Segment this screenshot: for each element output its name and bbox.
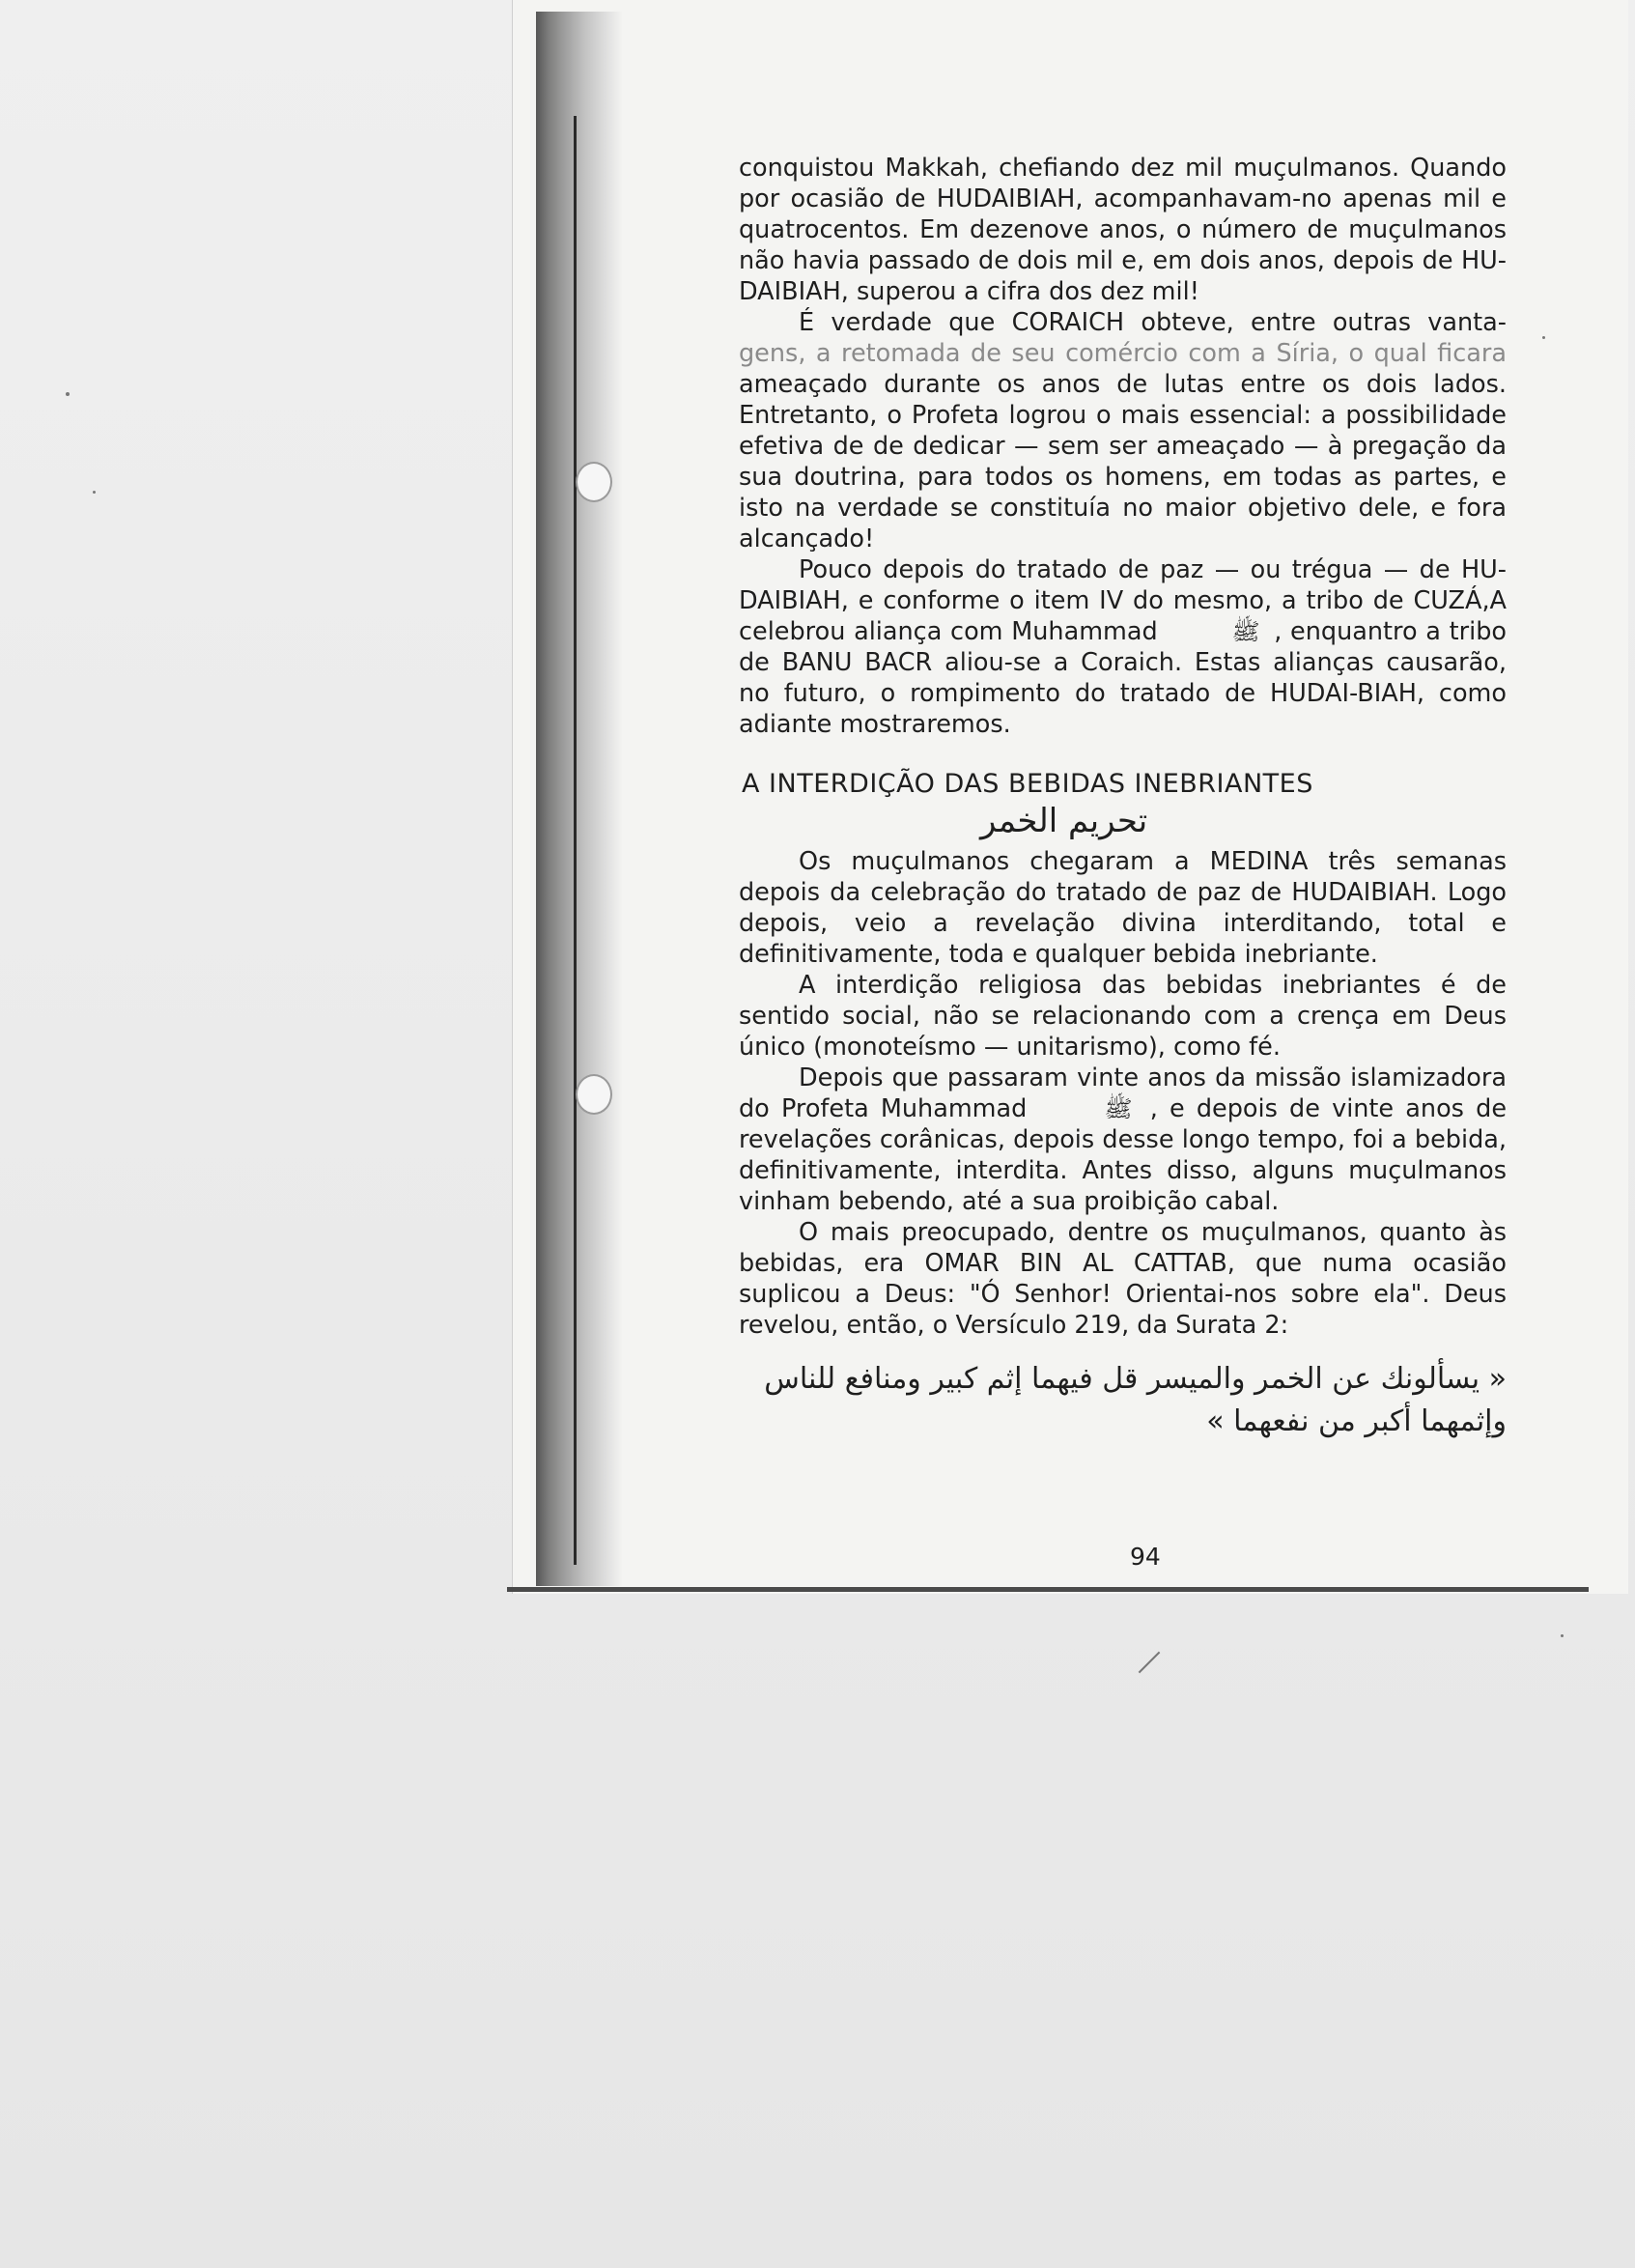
paragraph-makkah: conquistou Makkah, chefiando dez mil muçulmanos. Quando por ocasião de HUDAIBIAH, acompanhavam-no apenas mil e quatrocentos. Em dezenove anos, o número de muçulmanos não havia passado de dois mil e, em dois anos, depois de HU-DAIBIAH, superou a cifra dos dez mil!	[739, 154, 1507, 306]
dust-speck	[1561, 1634, 1564, 1637]
page-number: 94	[1130, 1543, 1161, 1571]
paragraph-coraich-faded-line: gens, a retomada de seu comércio com a Síria, o qual ficara	[739, 339, 1507, 368]
dust-speck	[1542, 336, 1545, 339]
blessing-glyph: ﷺ	[1104, 1095, 1133, 1122]
paragraph-coraich-rest: ameaçado durante os anos de lutas entre os dois lados. Entretanto, o Profeta logrou o mais essencial: a possibilidade efetiva de de dedicar — sem ser ameaçado — à pregação da sua doutrina, para todos os homens, em todas as partes, e isto na verdade se constituía no maior objetivo dele, e fora alcançado!	[739, 370, 1507, 553]
dust-speck	[66, 392, 70, 396]
blessing-glyph: ﷺ	[1231, 618, 1260, 645]
paragraph-twenty-years-after: , e depois de vinte anos de revelações corânicas, depois desse longo tempo, foi a bebida, definitivamente, interdita. Antes disso, alguns muçulmanos vinham bebendo, até a sua proibição cabal.	[739, 1094, 1508, 1216]
binding-shadow	[536, 12, 623, 1586]
paragraph-twenty-years	[739, 1063, 1507, 1217]
punch-hole-bottom	[576, 1074, 612, 1115]
page-bottom-edge	[507, 1587, 1589, 1592]
binding-edge	[574, 116, 577, 1565]
paragraph-treaty	[739, 554, 1507, 740]
section-heading-arabic: تحريم الخمر	[980, 802, 1148, 840]
page-text-column	[739, 153, 1507, 1443]
paragraph-coraich-lead: É verdade que CORAICH obteve, entre outras vanta-	[799, 308, 1507, 337]
quran-verse-arabic: « يسألونك عن الخمر والميسر قل فيهما إثم كبير ومنافع للناس وإثمهما أكبر من نفعهما »	[764, 1362, 1507, 1438]
paragraph-medina: Os muçulmanos chegaram a MEDINA três semanas depois da celebração do tratado de paz de HUDAIBIAH. Logo depois, veio a revelação divina interditando, total e definitivamente, toda e qualquer bebida inebriante.	[739, 847, 1507, 969]
paragraph-twenty-years-before: Depois que passaram vinte anos da missão islamizadora do Profeta Muhammad	[739, 1063, 1507, 1123]
dust-speck	[93, 491, 96, 494]
paragraph-treaty-before: Pouco depois do tratado de paz — ou trégua — de HU-DAIBIAH, e conforme o item IV do mesmo, a tribo de CUZÁ,A celebrou aliança com Muhammad	[739, 555, 1507, 646]
section-heading: A INTERDIÇÃO DAS BEBIDAS INEBRIANTES	[742, 769, 1313, 799]
punch-hole-top	[576, 462, 612, 502]
paragraph-omar: O mais preocupado, dentre os muçulmanos, quanto às bebidas, era OMAR BIN AL CATTAB, que numa ocasião suplicou a Deus: "Ó Senhor! Orientai-nos sobre ela". Deus revelou, então, o Versículo 219, da Surata 2:	[739, 1218, 1507, 1340]
paragraph-coraich	[739, 307, 1507, 554]
paragraph-social: A interdição religiosa das bebidas inebriantes é de sentido social, não se relacionando com a crença em Deus único (monoteísmo — unitarismo), como fé.	[739, 971, 1507, 1062]
paragraph-treaty-after: , enquantro a tribo de BANU BACR aliou-se a Coraich. Estas alianças causarão, no futuro, o rompimento do tratado de HUDAI-BIAH, como adiante mostraremos.	[739, 617, 1508, 739]
